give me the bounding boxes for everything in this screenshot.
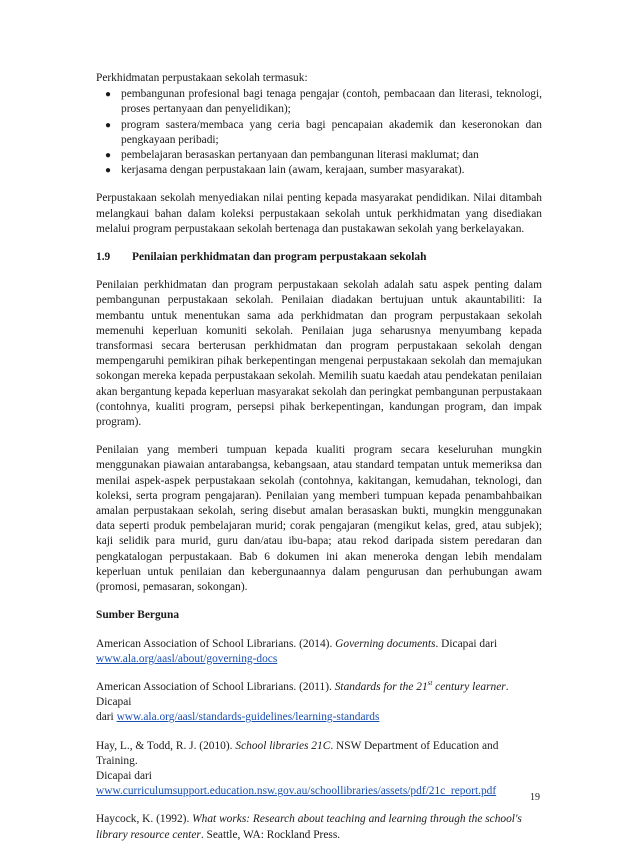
reference-item: American Association of School Librarians. (2011). Standards for the 21st century learner. Dicapai dari www.ala.org/aasl/standards-guidelines/learning-standards xyxy=(96,679,509,724)
bullet-icon: ● xyxy=(105,89,112,101)
section-title: Penilaian perkhidmatan dan program perpustakaan sekolah xyxy=(132,251,427,264)
page-content xyxy=(96,71,542,856)
list-item: ● program sastera/membaca yang ceria bagi pencapaian akademik dan keseronokan dan pengkayaan peribadi; xyxy=(105,118,542,146)
resources-heading: Sumber Berguna xyxy=(96,609,180,622)
reference-link[interactable]: www.curriculumsupport.education.nsw.gov.au/schoollibraries/assets/pdf/21c_report.pdf xyxy=(96,785,497,798)
reference-link[interactable]: www.ala.org/aasl/standards-guidelines/learning-standards xyxy=(116,711,380,724)
list-item: ● pembangunan profesional bagi tenaga pengajar (contoh, pembacaan dan literasi, teknologi, proses pertanyaan dan penyelidikan); xyxy=(105,88,542,116)
section-heading xyxy=(96,250,542,265)
reference-item: Haycock, K. (1992). What works: Research about teaching and learning through the school's library resource center. Seattle, WA: Rockland Press. xyxy=(96,813,522,841)
list-item: ● pembelajaran berasaskan pertanyaan dan pembangunan literasi maklumat; dan xyxy=(96,148,542,163)
bullet-icon: ● xyxy=(105,150,112,162)
list-item: ● kerjasama dengan perpustakaan lain (awam, kerajaan, sumber masyarakat). xyxy=(96,163,542,178)
reference-link[interactable]: www.ala.org/aasl/about/governing-docs xyxy=(96,652,278,665)
reference-item: Hay, L., & Todd, R. J. (2010). School libraries 21C. NSW Department of Education and Training. Dicapai dari www.curriculumsupport.education.nsw.gov.au/schoollibraries/assets/pdf/21c_report.pdf xyxy=(96,739,499,798)
paragraph: Penilaian yang memberi tumpuan kepada kualiti program secara keseluruhan mungkin menggunakan piawaian antarabangsa, kebangsaan, atau standard tempatan untuk memeriksa dan menilai aspek-aspek perpustakaan sekolah (contohnya, kakitangan, kemudahan, teknologi, dan koleksi, serta program pengajaran). Penilaian yang memberi tumpuan kepada penambahbaikan amalan perpustakaan sekolah, sering disebut amalan berasaskan bukti, mungkin menggunakan data seperti produk pembelajaran murid; corak pengajaran (mengikut kelas, gred, atau subjek); kaji selidik para murid, guru dan/atau ibu-bapa; atau rekod daripada sistem peredaran dan pengkatalogan perpustakaan. Bab 6 dokumen ini akan meneroka dengan lebih mendalam keperluan untuk penilaian dan kebergunaannya dalam pengurusan dan perhubungan awam (promosi, pemasaran, sokongan). xyxy=(96,444,542,594)
paragraph: Penilaian perkhidmatan dan program perpustakaan sekolah adalah satu aspek penting dalam pembangunan perpustakaan sekolah. Penilaian diadakan bertujuan untuk akauntabiliti: Ia membantu untuk menentukan sama ada perkhidmatan dan program perpustakaan sekolah memenuhi keperluan komuniti sekolah. Penilaian juga seharusnya menyumbang kepada transformasi secara berterusan perkhidmatan dan program perpustakaan sekolah dengan mempengaruhi pemikiran pihak berkepentingan mengenai perpustakaan sekolah dan memajukan sokongan mereka kepada perpustakaan sekolah. Memilih suatu kaedah atau pendekatan penilaian akan bergantung kepada keperluan masyarakat sekolah dan peringkat pembangunan perpustakaan (contohnya, kualiti program, persepsi pihak berkepentingan, kandungan program, dan impak program). xyxy=(96,279,542,429)
page-number: 19 xyxy=(530,792,540,803)
intro-text: Perkhidmatan perpustakaan sekolah termasuk: xyxy=(96,72,308,84)
services-list xyxy=(96,87,542,178)
reference-item: American Association of School Librarians. (2014). Governing documents. Dicapai dari www.ala.org/aasl/about/governing-docs xyxy=(96,637,498,665)
bullet-icon: ● xyxy=(105,119,112,131)
paragraph: Perpustakaan sekolah menyediakan nilai penting kepada masyarakat pendidikan. Nilai ditambah melangkaui bahan dalam koleksi perpustakaan sekolah untuk perkhidmatan yang disediakan melalui program perpustakaan sekolah bertenaga dan pustakawan sekolah yang berkelayakan. xyxy=(96,192,542,235)
section-number: 1.9 xyxy=(96,251,111,264)
bullet-icon: ● xyxy=(105,165,112,177)
